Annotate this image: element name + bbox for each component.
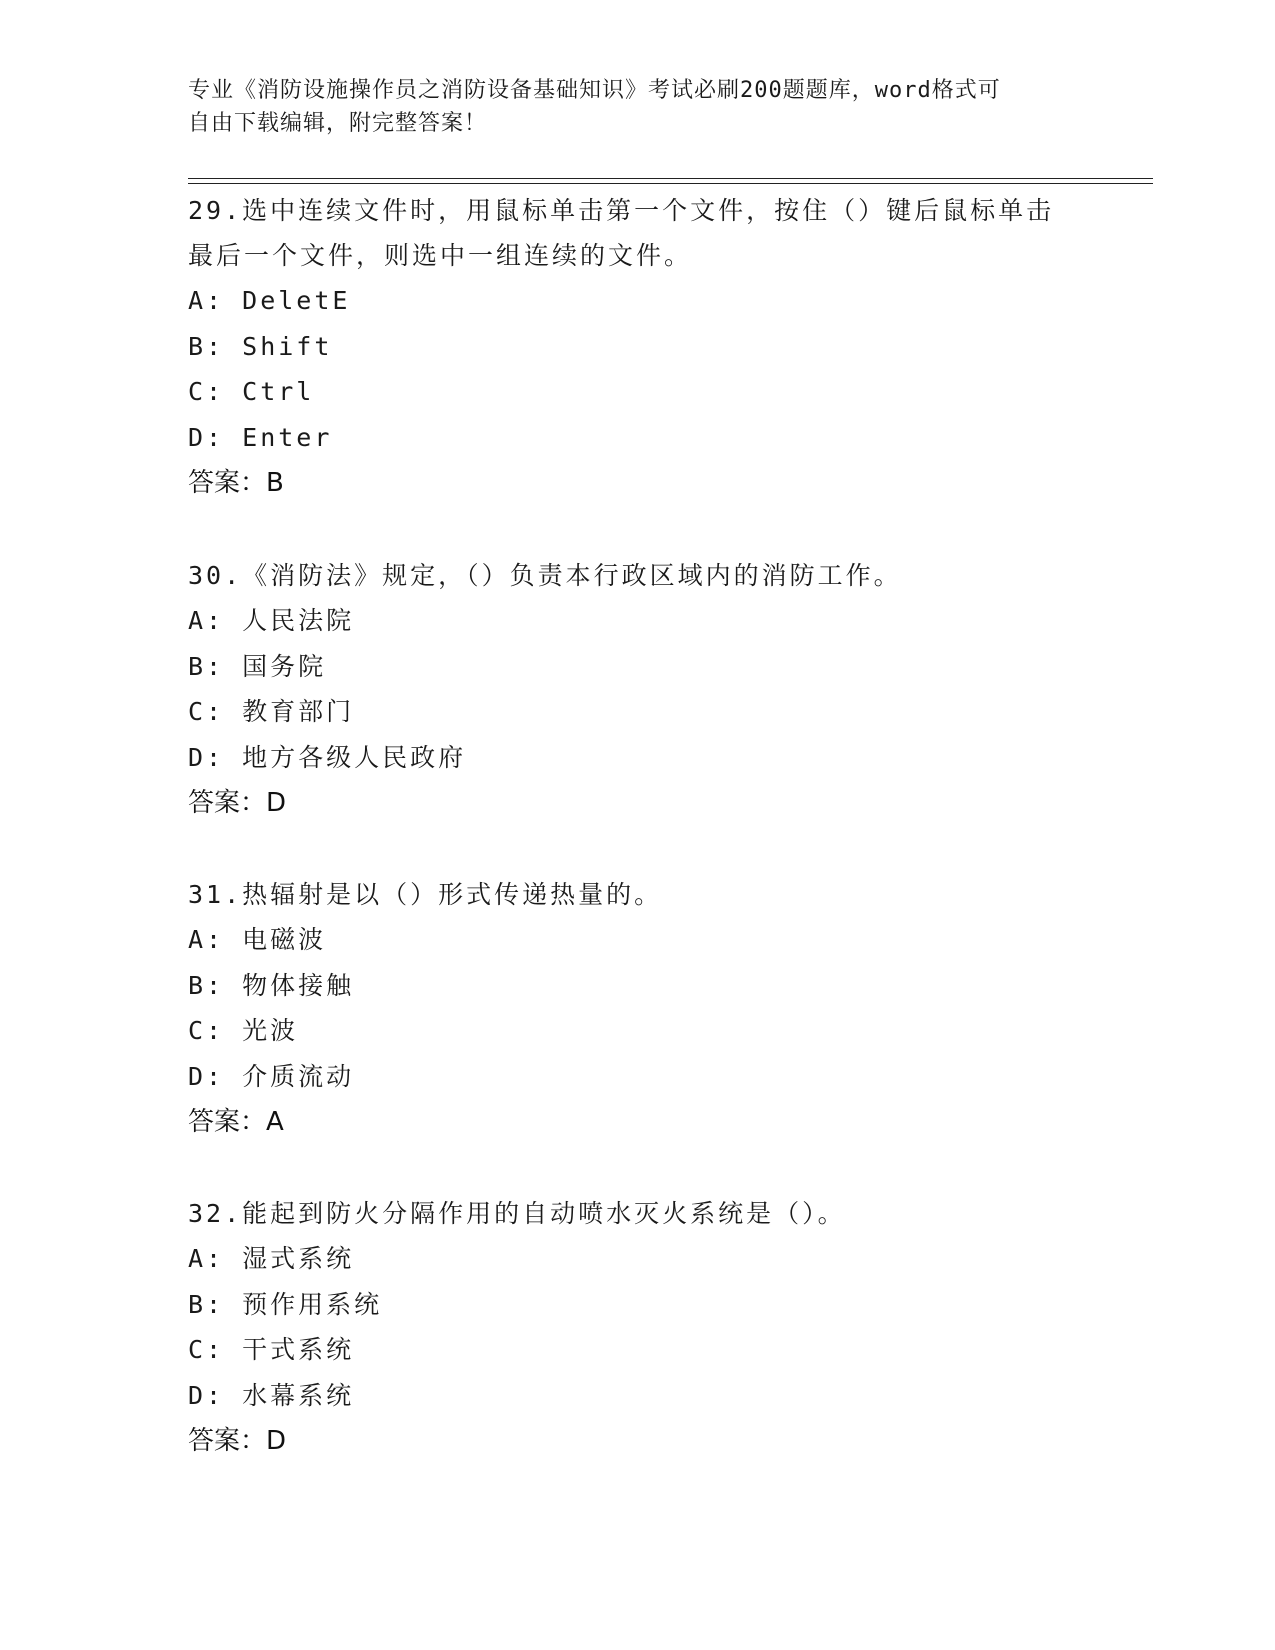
option-d: D: Enter xyxy=(188,422,333,452)
question-stem: 30.《消防法》规定，（）负责本行政区域内的消防工作。 xyxy=(188,561,902,590)
header-divider-top xyxy=(188,178,1153,179)
option-a: A: 人民法院 xyxy=(188,606,355,635)
header-line-2: 自由下载编辑，附完整答案！ xyxy=(188,111,488,136)
option-d: D: 水幕系统 xyxy=(188,1380,355,1410)
answer-line: 答案：D xyxy=(188,788,287,818)
question-stem-continued: 最后一个文件，则选中一组连续的文件。 xyxy=(188,241,693,270)
option-d: D: 地方各级人民政府 xyxy=(188,742,467,772)
answer-line: 答案：A xyxy=(188,1107,284,1137)
question-block-29 xyxy=(188,188,1088,506)
question-block-32 xyxy=(188,1191,1088,1464)
document-header xyxy=(188,74,1088,140)
option-c: C: Ctrl xyxy=(188,377,315,406)
option-b: B: 国务院 xyxy=(188,651,327,681)
option-a: A: 湿式系统 xyxy=(188,1244,355,1273)
answer-line: 答案：B xyxy=(188,468,284,498)
option-a: A: 电磁波 xyxy=(188,925,327,954)
option-c: C: 干式系统 xyxy=(188,1335,355,1364)
option-a: A: DeletE xyxy=(188,286,351,315)
question-stem: 31.热辐射是以（）形式传递热量的。 xyxy=(188,880,663,909)
question-stem: 32.能起到防火分隔作用的自动喷水灭火系统是（）。 xyxy=(188,1199,846,1228)
option-b: B: Shift xyxy=(188,331,333,361)
option-c: C: 教育部门 xyxy=(188,697,355,726)
option-b: B: 物体接触 xyxy=(188,970,355,1000)
answer-line: 答案：D xyxy=(188,1426,287,1456)
question-stem: 29.选中连续文件时，用鼠标单击第一个文件，按住（）键后鼠标单击 xyxy=(188,196,1055,225)
header-divider-bottom xyxy=(188,183,1153,184)
option-b: B: 预作用系统 xyxy=(188,1289,383,1319)
option-c: C: 光波 xyxy=(188,1016,299,1045)
question-block-30 xyxy=(188,553,1088,826)
header-line-1: 专业《消防设施操作员之消防设备基础知识》考试必刷200题题库，word格式可 xyxy=(188,78,1001,103)
question-block-31 xyxy=(188,872,1088,1145)
option-d: D: 介质流动 xyxy=(188,1061,355,1091)
